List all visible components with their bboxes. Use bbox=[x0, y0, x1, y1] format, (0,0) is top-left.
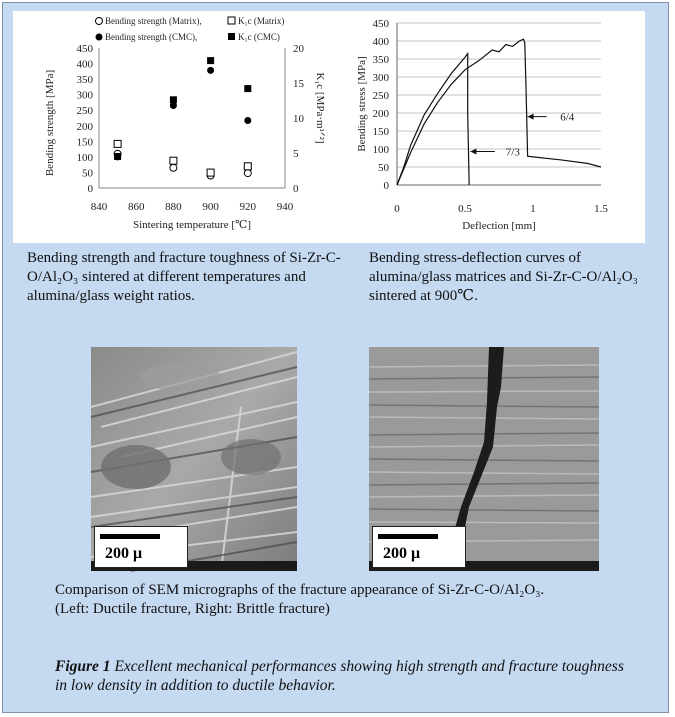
data-point bbox=[244, 85, 251, 92]
scale-label-left: 200 μ bbox=[105, 545, 143, 562]
y-tick-label: 100 bbox=[76, 151, 93, 164]
annotation-arrowhead-7-3 bbox=[470, 149, 476, 155]
x-tick-label: 0 bbox=[394, 203, 400, 215]
data-point bbox=[114, 153, 121, 160]
data-point bbox=[207, 67, 214, 74]
y-tick-label: 200 bbox=[372, 108, 389, 120]
strength-toughness-chart bbox=[13, 11, 326, 243]
x-tick-label: 920 bbox=[239, 201, 257, 213]
x-tick-label: 940 bbox=[276, 201, 294, 213]
x-axis-label: Deflection [mm] bbox=[462, 220, 536, 232]
figure-caption bbox=[55, 657, 635, 695]
legend-label: K₁c (CMC) bbox=[238, 32, 280, 42]
scale-label-right: 200 μ bbox=[383, 545, 421, 562]
y2-tick-label: 0 bbox=[293, 183, 299, 195]
annotation-label-6-4: 6/4 bbox=[560, 111, 575, 124]
x-tick-label: 860 bbox=[127, 201, 145, 213]
data-point bbox=[170, 96, 177, 103]
x-tick-label: 900 bbox=[202, 201, 219, 213]
y2-tick-label: 20 bbox=[293, 43, 304, 55]
data-point bbox=[170, 157, 177, 164]
figure-panel bbox=[2, 2, 669, 713]
y-tick-label: 150 bbox=[76, 136, 93, 149]
y2-tick-label: 10 bbox=[293, 113, 304, 125]
y-tick-label: 50 bbox=[82, 167, 93, 180]
caption-chart1: Bending strength and fracture toughness of Si-Zr-C-O/Al₂O₃ sintered at different temperatures and alumina/glass weight ratios. bbox=[27, 250, 341, 304]
y-tick-label: 400 bbox=[372, 36, 389, 48]
y-axis-label: Bending stress [MPa] bbox=[356, 56, 368, 152]
x-tick-label: 840 bbox=[90, 201, 108, 213]
legend-label: Bending strength (CMC), bbox=[105, 32, 198, 42]
legend-label: K₁c (Matrix) bbox=[238, 16, 285, 26]
legend-marker-matrix-kic bbox=[228, 17, 235, 24]
y-tick-label: 50 bbox=[378, 162, 389, 174]
data-point bbox=[114, 140, 121, 147]
y-tick-label: 0 bbox=[383, 180, 389, 192]
stress-deflection-chart bbox=[343, 11, 633, 243]
annotation-label-7-3: 7/3 bbox=[505, 146, 520, 159]
x-tick-label: 1 bbox=[530, 203, 536, 215]
y2-axis-label: K₁c [MPa·m¹ᐟ²] bbox=[314, 72, 326, 144]
y-tick-label: 250 bbox=[76, 105, 93, 118]
y2-tick-label: 5 bbox=[293, 148, 299, 160]
annotation-arrowhead-6-4 bbox=[528, 114, 534, 120]
data-point bbox=[207, 57, 214, 64]
y-tick-label: 300 bbox=[76, 89, 93, 102]
y-tick-label: 400 bbox=[76, 58, 93, 71]
y-tick-label: 250 bbox=[372, 90, 389, 102]
x-tick-label: 1.5 bbox=[594, 203, 608, 215]
legend-marker-matrix-strength bbox=[96, 18, 103, 25]
y-tick-label: 350 bbox=[76, 74, 93, 87]
x-tick-label: 0.5 bbox=[458, 203, 472, 215]
figure-label: Figure 1 bbox=[55, 658, 111, 675]
y-tick-label: 150 bbox=[372, 126, 389, 138]
x-axis-label: Sintering temperature [℃] bbox=[133, 219, 251, 231]
legend-marker-cmc-strength bbox=[96, 34, 103, 41]
data-point bbox=[207, 169, 214, 176]
y-tick-label: 200 bbox=[76, 120, 93, 133]
scale-bar-right bbox=[372, 526, 466, 568]
figure-text: Excellent mechanical performances showing high strength and fracture toughness in low density in addition to ductile behavior. bbox=[55, 658, 624, 694]
y-axis-label: Bending strength [MPa] bbox=[44, 69, 56, 177]
chart-area bbox=[13, 11, 645, 243]
sem-micrograph-brittle bbox=[369, 347, 599, 571]
series-line-7-3 bbox=[397, 54, 469, 185]
caption-chart2: Bending stress-deflection curves of alumina/glass matrices and Si-Zr-C-O/Al₂O₃ sintered at 900℃. bbox=[369, 250, 638, 304]
caption-sem-line2: (Left: Ductile fracture, Right: Brittle fracture) bbox=[55, 601, 330, 617]
y-tick-label: 450 bbox=[372, 18, 389, 30]
data-point bbox=[244, 163, 251, 170]
sem-micrograph-ductile bbox=[91, 347, 297, 571]
y-tick-label: 450 bbox=[76, 43, 93, 55]
data-point bbox=[244, 170, 251, 177]
y2-tick-label: 15 bbox=[293, 78, 304, 90]
data-point bbox=[170, 164, 177, 171]
caption-sem bbox=[55, 581, 675, 619]
scale-bar-left bbox=[94, 526, 188, 568]
y-tick-label: 0 bbox=[87, 183, 93, 195]
data-point bbox=[244, 117, 251, 124]
y-tick-label: 100 bbox=[372, 144, 389, 156]
legend-label: Bending strength (Matrix), bbox=[105, 16, 202, 26]
caption-sem-line1: Comparison of SEM micrographs of the fracture appearance of Si-Zr-C-O/Al₂O₃. bbox=[55, 582, 545, 598]
y-tick-label: 300 bbox=[372, 72, 389, 84]
y-tick-label: 350 bbox=[372, 54, 389, 66]
x-tick-label: 880 bbox=[165, 201, 182, 213]
legend-marker-cmc-kic bbox=[228, 33, 235, 40]
